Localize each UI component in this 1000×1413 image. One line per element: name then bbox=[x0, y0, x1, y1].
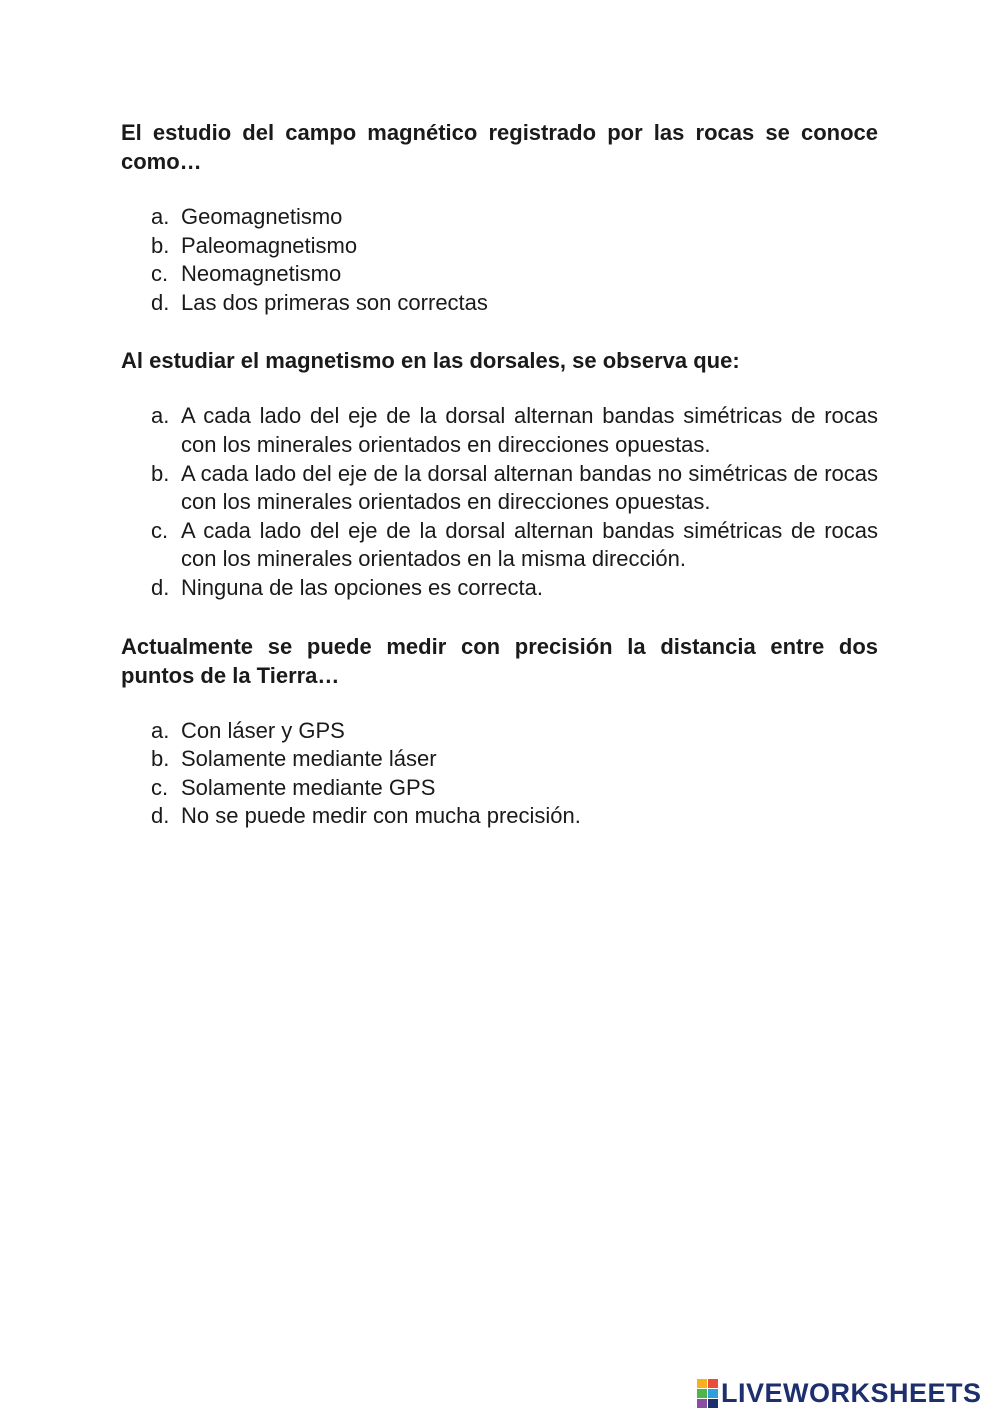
option-3b[interactable] bbox=[121, 745, 878, 774]
option-text: A cada lado del eje de la dorsal alternan bandas simétricas de rocas con los minerales orientados en la misma dirección. bbox=[181, 517, 878, 572]
question-1-options bbox=[121, 203, 878, 317]
option-2c[interactable] bbox=[121, 517, 878, 574]
logo-square bbox=[708, 1389, 718, 1398]
option-text: No se puede medir con mucha precisión. bbox=[181, 803, 581, 829]
option-2d[interactable] bbox=[121, 574, 878, 603]
option-1a[interactable] bbox=[121, 203, 878, 232]
option-text: Neomagnetismo bbox=[181, 261, 342, 287]
option-1b[interactable] bbox=[121, 232, 878, 261]
option-text: Geomagnetismo bbox=[181, 204, 343, 229]
question-1-text: El estudio del campo magnético registrado por las rocas se conoce como… bbox=[121, 120, 878, 174]
option-text: Paleomagnetismo bbox=[181, 232, 358, 258]
option-letter: d. bbox=[151, 574, 170, 600]
option-letter: d. bbox=[151, 803, 170, 829]
option-1c[interactable] bbox=[121, 260, 878, 289]
option-letter: c. bbox=[151, 261, 169, 287]
question-3-options bbox=[121, 717, 878, 831]
option-letter: d. bbox=[151, 289, 170, 315]
logo-square bbox=[697, 1379, 707, 1388]
option-text: Ninguna de las opciones es correcta. bbox=[181, 574, 543, 600]
option-text: Las dos primeras son correctas bbox=[181, 289, 488, 315]
option-letter: c. bbox=[151, 774, 169, 800]
question-2-text: Al estudiar el magnetismo en las dorsales, se observa que: bbox=[121, 348, 740, 374]
option-text: Solamente mediante GPS bbox=[181, 774, 436, 800]
option-2b[interactable] bbox=[121, 460, 878, 517]
logo-square bbox=[708, 1379, 718, 1388]
option-3d[interactable] bbox=[121, 802, 878, 831]
option-letter: c. bbox=[151, 517, 169, 543]
option-2a[interactable] bbox=[121, 402, 878, 459]
liveworksheets-logo[interactable] bbox=[697, 1378, 982, 1408]
question-3-text: Actualmente se puede medir con precisión la distancia entre dos puntos de la Tierra… bbox=[121, 633, 878, 688]
logo-square bbox=[697, 1399, 707, 1408]
option-letter: a. bbox=[151, 204, 170, 229]
worksheet-page bbox=[121, 118, 878, 831]
option-text: A cada lado del eje de la dorsal alternan bandas no simétricas de rocas con los minerales orientados en direcciones opuestas. bbox=[181, 460, 878, 515]
option-letter: b. bbox=[151, 746, 170, 772]
option-3c[interactable] bbox=[121, 774, 878, 803]
option-3a[interactable] bbox=[121, 717, 878, 746]
logo-square bbox=[697, 1389, 707, 1398]
option-text: A cada lado del eje de la dorsal alternan bandas simétricas de rocas con los minerales orientados en direcciones opuestas. bbox=[181, 403, 878, 457]
liveworksheets-logo-icon bbox=[697, 1379, 718, 1408]
option-1d[interactable] bbox=[121, 289, 878, 318]
option-letter: a. bbox=[151, 717, 170, 743]
option-letter: a. bbox=[151, 403, 170, 429]
option-letter: b. bbox=[151, 460, 170, 486]
option-letter: b. bbox=[151, 232, 170, 258]
option-text: Con láser y GPS bbox=[181, 717, 345, 743]
liveworksheets-logo-text: LIVEWORKSHEETS bbox=[721, 1378, 982, 1408]
logo-square bbox=[708, 1399, 718, 1408]
option-text: Solamente mediante láser bbox=[181, 746, 437, 772]
question-2-options bbox=[121, 402, 878, 602]
